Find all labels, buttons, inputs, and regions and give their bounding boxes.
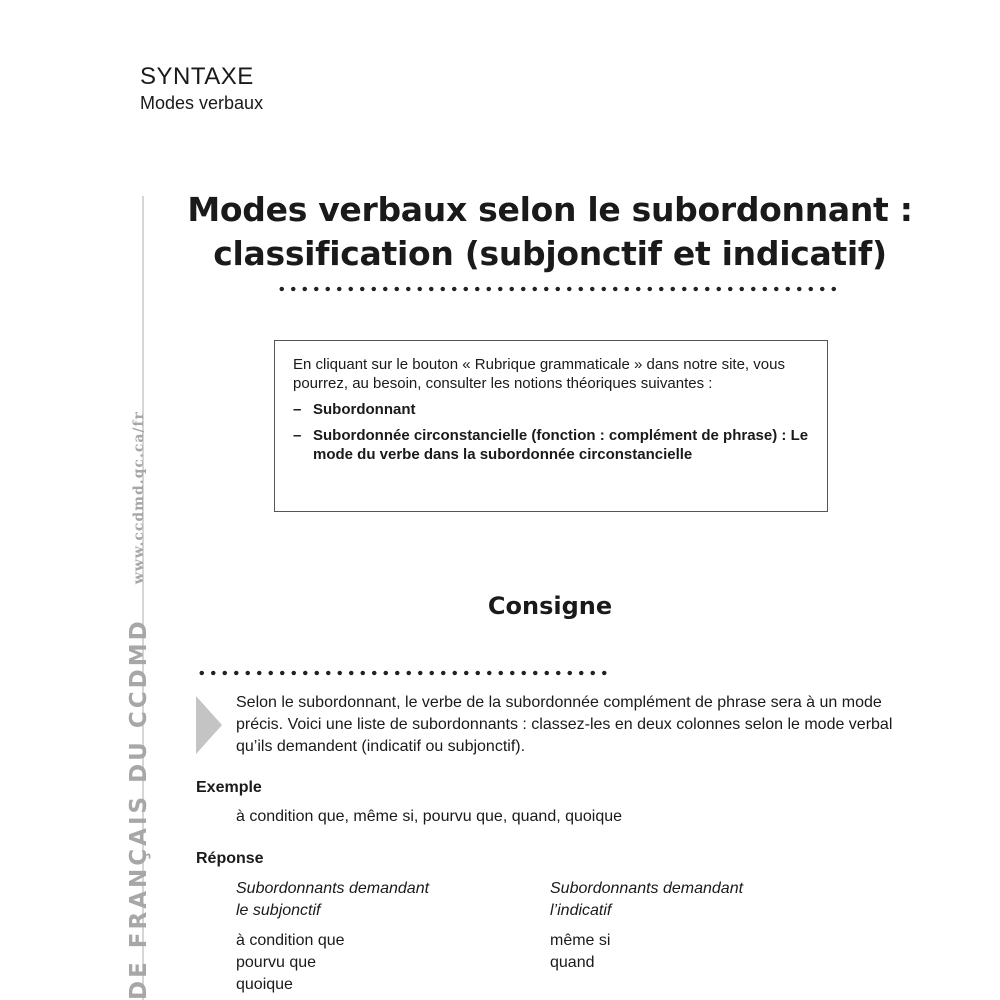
column-heading [550, 878, 810, 922]
sidebar-url: www.ccdmd.qc.ca/fr [131, 411, 147, 585]
list-item: même si [550, 932, 611, 949]
dash-bullet: – [293, 401, 302, 418]
page-title [180, 188, 920, 276]
section-subtitle: Modes verbaux [140, 93, 264, 113]
consigne-text: Selon le subordonnant, le verbe de la subordonnée complément de phrase sera à un mode précis. Voici une liste de subordonnants : classez-les en deux colonnes selon le mode verbal qu’ils demandent (indicatif ou subjonctif). [236, 694, 893, 755]
arrow-right-icon [196, 696, 222, 754]
column-heading-line2: le subjonctif [236, 902, 321, 919]
column-subjonctif [236, 878, 496, 996]
example-label: Exemple [196, 779, 262, 796]
page-title-line1: Modes verbaux selon le subordonnant : [187, 190, 913, 229]
info-item-label: Subordonnée circonstancielle (fonction : complément de phrase) : Le mode du verbe dans la subordonnée circonstancielle [313, 427, 809, 463]
consigne-heading: Consigne [487, 592, 613, 620]
list-item: à condition que [236, 932, 345, 949]
section-title: SYNTAXE [140, 63, 254, 90]
page-title-line2: classification (subjonctif et indicatif) [213, 234, 887, 273]
column-heading-line1: Subordonnants demandant [550, 880, 744, 897]
info-item-circonstancielle [293, 426, 813, 464]
info-item-subordonnant [293, 400, 813, 419]
column-heading [236, 878, 496, 922]
column-indicatif [550, 878, 810, 974]
list-item: pourvu que [236, 954, 317, 971]
list-item: quoique [236, 976, 293, 993]
column-heading-line1: Subordonnants demandant [236, 880, 430, 897]
column-heading-line2: l’indicatif [550, 902, 612, 919]
list-item: quand [550, 954, 595, 971]
info-box-intro: En cliquant sur le bouton « Rubrique grammaticale » dans notre site, vous pourrez, au besoin, consulter les notions théoriques suivantes : [293, 356, 785, 392]
sidebar-brand-text: DE FRANÇAIS DU CCDMD [126, 618, 152, 1000]
example-text: à condition que, même si, pourvu que, quand, quoique [236, 808, 623, 825]
answer-label: Réponse [196, 850, 264, 867]
dash-bullet: – [293, 427, 302, 444]
info-item-label: Subordonnant [313, 401, 416, 418]
info-box [274, 340, 828, 512]
consigne-dotted-rule [196, 670, 610, 676]
section-header [140, 62, 263, 114]
sidebar-brand [126, 411, 152, 1000]
title-dotted-rule [276, 286, 840, 292]
